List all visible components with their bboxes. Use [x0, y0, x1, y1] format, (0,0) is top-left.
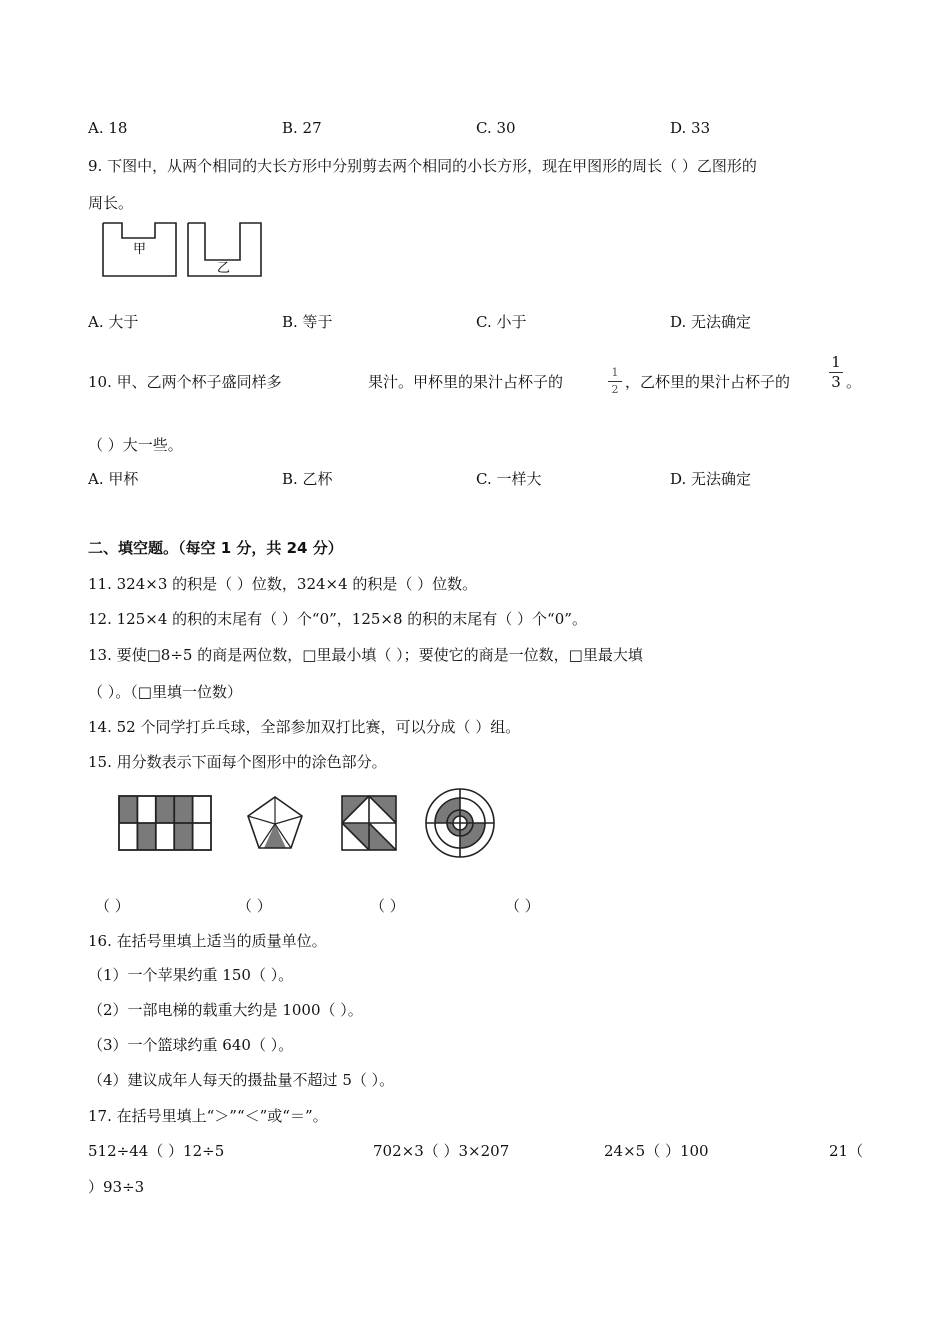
q16-item-1: （1）一个苹果约重 150（ ）。: [88, 966, 294, 984]
q15-blank-4[interactable]: （ ）: [505, 897, 540, 915]
q9-text: 9. 下图中，从两个相同的大长方形中分别剪去两个相同的小长方形，现在甲图形的周长（ ）乙图形的: [88, 157, 757, 175]
q16-text: 16. 在括号里填上适当的质量单位。: [88, 932, 327, 950]
fraction-figure-circle: [423, 786, 497, 860]
q9-option-c: C. 小于: [476, 313, 527, 331]
fraction-figure-pentagon: [245, 794, 305, 852]
q12-text: 12. 125×4 的积的末尾有（ ）个“0”，125×8 的积的末尾有（ ）个“0”。: [88, 610, 587, 628]
q15-blank-1[interactable]: （ ）: [95, 897, 130, 915]
q8-option-d: D. 33: [670, 119, 711, 137]
fraction-numerator: 1: [611, 366, 619, 379]
q8-option-c: C. 30: [476, 119, 516, 137]
fraction-one-half: [608, 366, 622, 397]
q17-expr-4: 21（: [829, 1142, 864, 1160]
figure-yi-label: 乙: [217, 261, 231, 276]
q13-text-cont: （ ）。（□里填一位数）: [88, 683, 242, 701]
q17-expr-3: 24×5（ ）100: [604, 1142, 709, 1160]
fraction-one-third: [829, 354, 843, 391]
q14-text: 14. 52 个同学打乒乓球，全部参加双打比赛，可以分成（ ）组。: [88, 718, 521, 736]
q9-option-d: D. 无法确定: [670, 313, 752, 331]
q10-option-c: C. 一样大: [476, 470, 542, 488]
q17-text: 17. 在括号里填上“＞”“＜”或“＝”。: [88, 1107, 328, 1125]
q16-item-4: （4）建议成年人每天的摄盐量不超过 5（ ）。: [88, 1071, 395, 1089]
q8-option-b: B. 27: [282, 119, 322, 137]
q10-text-part4: 。: [846, 373, 862, 391]
fraction-figure-grid: [117, 794, 213, 852]
q10-option-d: D. 无法确定: [670, 470, 752, 488]
q10-option-a: A. 甲杯: [88, 470, 139, 488]
q16-item-3: （3）一个篮球约重 640（ ）。: [88, 1036, 294, 1054]
q10-option-b: B. 乙杯: [282, 470, 333, 488]
fraction-denominator: 2: [611, 383, 619, 396]
q10-text-part1: 10. 甲、乙两个杯子盛同样多: [88, 373, 282, 391]
q16-item-2: （2）一部电梯的载重大约是 1000（ ）。: [88, 1001, 363, 1019]
q8-option-a: A. 18: [88, 119, 128, 137]
fraction-denominator: 3: [831, 373, 841, 391]
q13-text: 13. 要使□8÷5 的商是两位数，□里最小填（ ）；要使它的商是一位数，□里最大填: [88, 646, 643, 664]
fraction-numerator: 1: [831, 353, 841, 371]
figure-jia-label: 甲: [133, 242, 147, 257]
q17-text-cont: ）93÷3: [88, 1178, 145, 1196]
q9-text-cont: 周长。: [88, 194, 134, 212]
q10-text-part2: 果汁。甲杯里的果汁占杯子的: [368, 373, 564, 391]
section-title: 二、填空题。（每空 1 分，共 24 分）: [88, 539, 343, 557]
q9-figure: [100, 220, 265, 280]
q17-expr-2: 702×3（ ）3×207: [373, 1142, 510, 1160]
q9-option-b: B. 等于: [282, 313, 333, 331]
fraction-figure-square: [340, 794, 398, 852]
q15-blank-3[interactable]: （ ）: [370, 897, 405, 915]
q10-text-part3: ，乙杯里的果汁占杯子的: [625, 373, 791, 391]
q9-option-a: A. 大于: [88, 313, 139, 331]
q17-expr-1: 512÷44（ ）12÷5: [88, 1142, 225, 1160]
q15-blank-2[interactable]: （ ）: [237, 897, 272, 915]
q11-text: 11. 324×3 的积是（ ）位数，324×4 的积是（ ）位数。: [88, 575, 478, 593]
q10-text-cont: （ ）大一些。: [88, 436, 183, 454]
q15-text: 15. 用分数表示下面每个图形中的涂色部分。: [88, 753, 387, 771]
